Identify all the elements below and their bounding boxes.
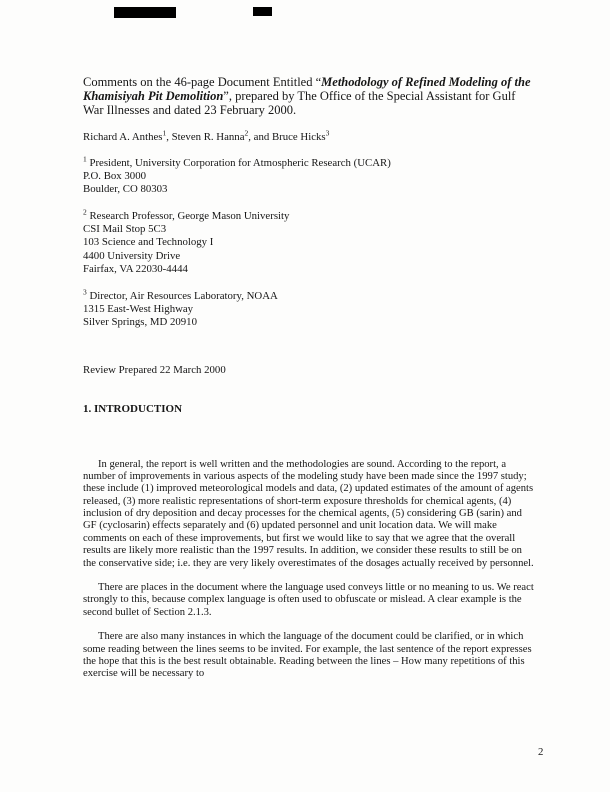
page-content — [83, 62, 535, 691]
affiliation-3-role-line — [83, 287, 535, 303]
affiliation-1-address-line-1: P.O. Box 3000 — [83, 169, 146, 182]
introduction-paragraph-3: There are also many instances in which the language of the document could be clarified, or in which some reading between the lines seems to be invited. For example, the last sentence of the report expresses the hope that this is the best result obtainable. Reading between the lines – How many repetitions of this exercise will be necessary to — [83, 631, 532, 680]
affiliation-3-superscript: 3 — [83, 287, 87, 297]
section-heading-introduction: 1. INTRODUCTION — [83, 402, 183, 415]
affiliation-2-role: Research Professor, George Mason University — [86, 210, 290, 223]
page-number: 2 — [538, 746, 544, 758]
document-title — [83, 75, 535, 118]
affiliation-2-address-line-1: CSI Mail Stop 5C3 — [83, 223, 167, 236]
authors-line — [83, 128, 535, 143]
affiliation-3-role: Director, Air Resources Laboratory, NOAA — [86, 290, 278, 302]
author-separator-2: , and — [248, 130, 272, 143]
author-1-name: Richard A. Anthes — [83, 130, 163, 143]
author-1-superscript: 1 — [162, 128, 167, 138]
affiliation-1-role: President, University Corporation for Atmospheric Research (UCAR) — [86, 156, 391, 169]
author-2-name: Steven R. Hanna — [171, 130, 245, 143]
affiliation-2-address-line-4: Fairfax, VA 22030-4444 — [83, 262, 188, 275]
affiliation-1 — [83, 154, 535, 197]
affiliation-2-address-line-3: 4400 University Drive — [83, 249, 181, 262]
affiliation-1-address-line-2: Boulder, CO 80303 — [83, 182, 168, 195]
introduction-paragraph-1: In general, the report is well written and the methodologies are sound. According to the report, a number of improvements in various aspects of the modeling study have been made since the 1997 study; these include (1) improved meteorological models and data, (2) updated estimates of the amount of agents released, (3) more realistic representations of short-term exposure thresholds for chemical agents, (4) inclusion of dry deposition and decay processes for the chemical agents, (5) considering GB (sarin) and GF (cyclosarin) effects separately and (6) updated personnel and unit location data. We will make comments on each of these improvements, but first we would like to say that we agree that the overall results are likely more realistic than the 1997 results. In addition, we consider these results to still be on the conservative side; i.e. they are very likely overestimates of the dosages actually received by personnel. — [83, 458, 534, 569]
author-3-superscript: 3 — [325, 128, 330, 138]
affiliation-3-address-line-1: 1315 East-West Highway — [83, 303, 194, 316]
author-separator-1: , — [166, 130, 172, 143]
affiliation-2-superscript: 2 — [83, 207, 87, 217]
affiliation-3 — [83, 287, 535, 330]
affiliation-2-role-line — [83, 207, 535, 223]
scan-artifact-bar-1 — [114, 7, 176, 18]
author-2-superscript: 2 — [244, 128, 249, 138]
affiliation-1-role-line — [83, 154, 535, 170]
scan-artifact-bar-2 — [253, 7, 272, 16]
title-suffix: ”, prepared by The Office of the Special Assistant for Gulf War Illnesses and dated 23 February 2000. — [83, 88, 516, 118]
title-emphasis: Methodology of Refined Modeling of the Khamisiyah Pit Demolition — [83, 74, 531, 103]
affiliation-3-address-line-2: Silver Springs, MD 20910 — [83, 316, 197, 329]
author-3-name: Bruce Hicks — [271, 130, 326, 143]
title-prefix: Comments on the 46-page Document Entitled “ — [83, 74, 322, 89]
affiliation-1-superscript: 1 — [83, 154, 87, 164]
review-date-line: Review Prepared 22 March 2000 — [83, 363, 226, 376]
introduction-paragraph-2: There are places in the document where the language used conveys little or no meaning to us. We react strongly to this, because complex language is often used to obfuscate or mislead. A clear example is the second bullet of Section 2.1.3. — [83, 582, 534, 618]
affiliation-2 — [83, 207, 535, 276]
affiliation-2-address-line-2: 103 Science and Technology I — [83, 236, 214, 249]
